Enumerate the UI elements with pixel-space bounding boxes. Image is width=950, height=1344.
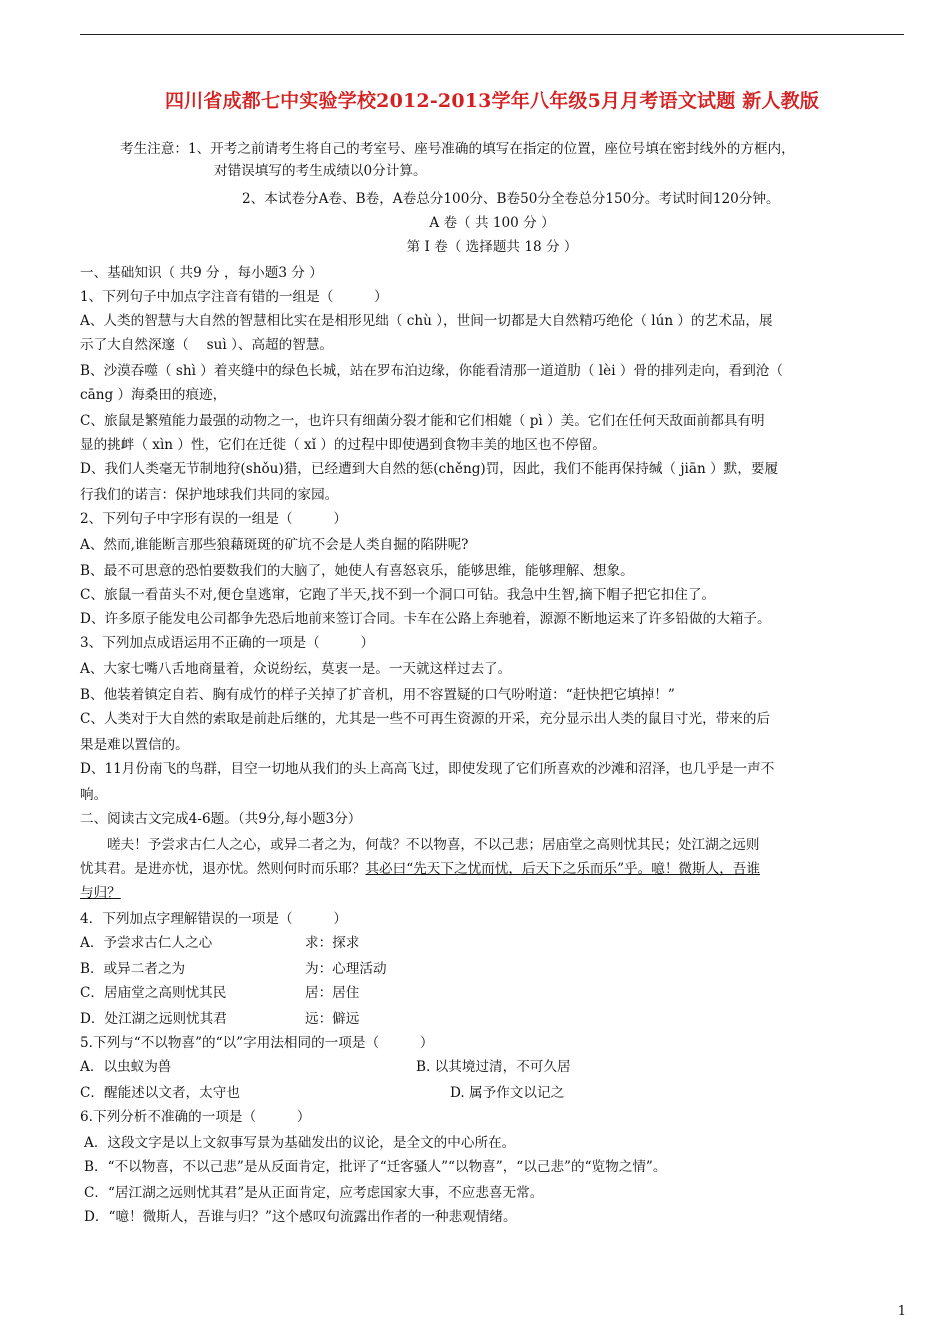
q4-option-b: B．或异二者之为: [80, 961, 186, 977]
q4-option-c: C．居庙堂之高则忧其民: [80, 985, 227, 1001]
section-i-heading: 第 I 卷（ 选择题共 18 分 ）: [406, 239, 578, 255]
q4-option-d: D．处江湖之远则忧其君: [80, 1011, 227, 1027]
q6-stem: 6.下列分析不准确的一项是（ ）: [80, 1109, 311, 1125]
q2-stem: 2、下列句子中字形有误的一组是（ ）: [80, 511, 347, 527]
q5-option-b: B. 以其境过清，不可久居: [416, 1059, 571, 1075]
header-rule: [80, 34, 904, 35]
q1-line: B、沙漠吞噬（ shì ）着夹缝中的绿色长城，站在罗布泊边缘，你能看清那一道道肋（ lèi ）骨的排列走向，看到沧（: [80, 363, 783, 379]
passage-text: 忧其君。是进亦忧，退亦忧。然则何时而乐耶？: [80, 861, 366, 877]
q5-option-c: C．醒能述以文者，太守也: [80, 1085, 240, 1101]
q1-line: cāng ）海桑田的痕迹，: [80, 387, 227, 403]
part2-heading: 二、阅读古文完成4-6题。（共9分,每小题3分）: [80, 811, 362, 827]
q6-option-b: B．“不以物喜，不以己悲”是从反面肯定，批评了“迁客骚人”“以物喜”，“以己悲”的“览物之情”。: [84, 1159, 667, 1175]
q6-option-c: C．“居江湖之远则忧其君”是从正面肯定，应考虑国家大事，不应悲喜无常。: [84, 1185, 544, 1201]
q5-stem: 5.下列与“不以物喜”的“以”字用法相同的一项是（ ）: [80, 1035, 434, 1051]
q1-line: C、旅鼠是繁殖能力最强的动物之一，也许只有细菌分裂才能和它们相媲（ pì ）美。它们在任何天敌面前都具有明: [80, 413, 765, 429]
q4-gloss-a: 求：探求: [305, 935, 360, 951]
section-a-heading: A 卷（ 共 100 分 ）: [429, 215, 555, 231]
q1-line: 行我们的诺言：保护地球我们共同的家园。: [80, 487, 339, 503]
passage-line-1: 嗟夫！予尝求古仁人之心，或异二者之为，何哉？不以物喜，不以己悲；居庙堂之高则忧其民；处江湖之远则: [107, 837, 760, 853]
q4-gloss-b: 为：心理活动: [305, 961, 387, 977]
page-title: 四川省成都七中实验学校2012-2013学年八年级5月月考语文试题 新人教版: [164, 90, 820, 112]
q3-line: C、人类对于大自然的索取是前赴后继的，尤其是一些不可再生资源的开采，充分显示出人类的鼠目寸光，带来的后: [80, 711, 771, 727]
q3-line: 响。: [80, 787, 108, 803]
notice-line-1: 考生注意：1、开考之前请考生将自己的考室号、座号准确的填写在指定的位置，座位号填在密封线外的方框内，: [120, 141, 795, 157]
notice-line-3: 2、本试卷分A卷、B卷，A卷总分100分、B卷50分全卷总分150分。考试时间120分钟。: [242, 191, 780, 207]
q3-line: D、11月份南飞的鸟群，目空一切地从我们的头上高高飞过，即使发现了它们所喜欢的沙滩和沼泽，也几乎是一声不: [80, 761, 775, 777]
underlined-passage-line-3: 与归？: [80, 885, 121, 901]
q6-option-d: D．“噫！微斯人，吾谁与归？”这个感叹句流露出作者的一种悲观情绪。: [84, 1209, 517, 1225]
underlined-passage: 其必曰“先天下之忧而忧，后天下之乐而乐”乎。噫！微斯人，吾谁: [365, 861, 760, 877]
page-number: 1: [897, 1304, 906, 1319]
q2-option-b: B、最不可思意的恐怕要数我们的大脑了，她使人有喜怒哀乐，能够思维，能够理解、想象。: [80, 563, 634, 579]
q5-option-a: A．以虫蚁为兽: [80, 1059, 172, 1075]
q3-line: 果是难以置信的。: [80, 737, 189, 753]
q2-option-a: A、然而,谁能断言那些狼藉斑斑的矿坑不会是人类自掘的陷阱呢?: [80, 537, 469, 553]
q1-line: A、人类的智慧与大自然的智慧相比实在是相形见绌（ chù ），世间一切都是大自然精巧绝伦（ lún ）的艺术品，展: [80, 313, 773, 329]
q1-line: D、我们人类毫无节制地狩(shǒu)猎，已经遭到大自然的惩(chěng)罚，因此，我们不能再保持缄（ jiān ）默，要履: [80, 461, 779, 477]
q5-option-d: D. 属予作文以记之: [450, 1085, 565, 1101]
q1-stem: 1、下列句子中加点字注音有错的一组是（ ）: [80, 289, 388, 305]
q6-option-a: A．这段文字是以上文叙事写景为基础发出的议论，是全文的中心所在。: [84, 1135, 516, 1151]
part1-heading: 一、基础知识（ 共9 分 ，每小题3 分 ）: [80, 265, 323, 281]
q4-gloss-c: 居：居住: [305, 985, 360, 1001]
q1-line: 示了大自然深邃（ suì ）、高超的智慧。: [80, 337, 334, 353]
q4-stem: 4．下列加点字理解错误的一项是（ ）: [80, 911, 347, 927]
q3-line: B、他装着镇定自若、胸有成竹的样子关掉了扩音机，用不容置疑的口气吩咐道：“赶快把它填掉！”: [80, 687, 675, 703]
q4-gloss-d: 远：僻远: [305, 1011, 360, 1027]
q2-option-c: C、旅鼠一看苗头不对,便仓皇逃窜，它跑了半天,找不到一个洞口可钻。我急中生智,摘下帽子把它扣住了。: [80, 587, 716, 603]
notice-line-2: 对错误填写的考生成绩以0分计算。: [214, 163, 427, 179]
q4-option-a: A．予尝求古仁人之心: [80, 935, 213, 951]
q1-line: 显的挑衅（ xìn ）性，它们在迁徙（ xǐ ）的过程中即使遇到食物丰美的地区也不停留。: [80, 437, 606, 453]
passage-line-2: [80, 858, 760, 880]
q2-option-d: D、许多原子能发电公司都争先恐后地前来签订合同。卡车在公路上奔驰着，源源不断地运来了许多铅做的大箱子。: [80, 611, 771, 627]
q3-stem: 3、下列加点成语运用不正确的一项是（ ）: [80, 635, 375, 651]
q3-line: A、大家七嘴八舌地商量着，众说纷纭，莫衷一是。一天就这样过去了。: [80, 661, 512, 677]
